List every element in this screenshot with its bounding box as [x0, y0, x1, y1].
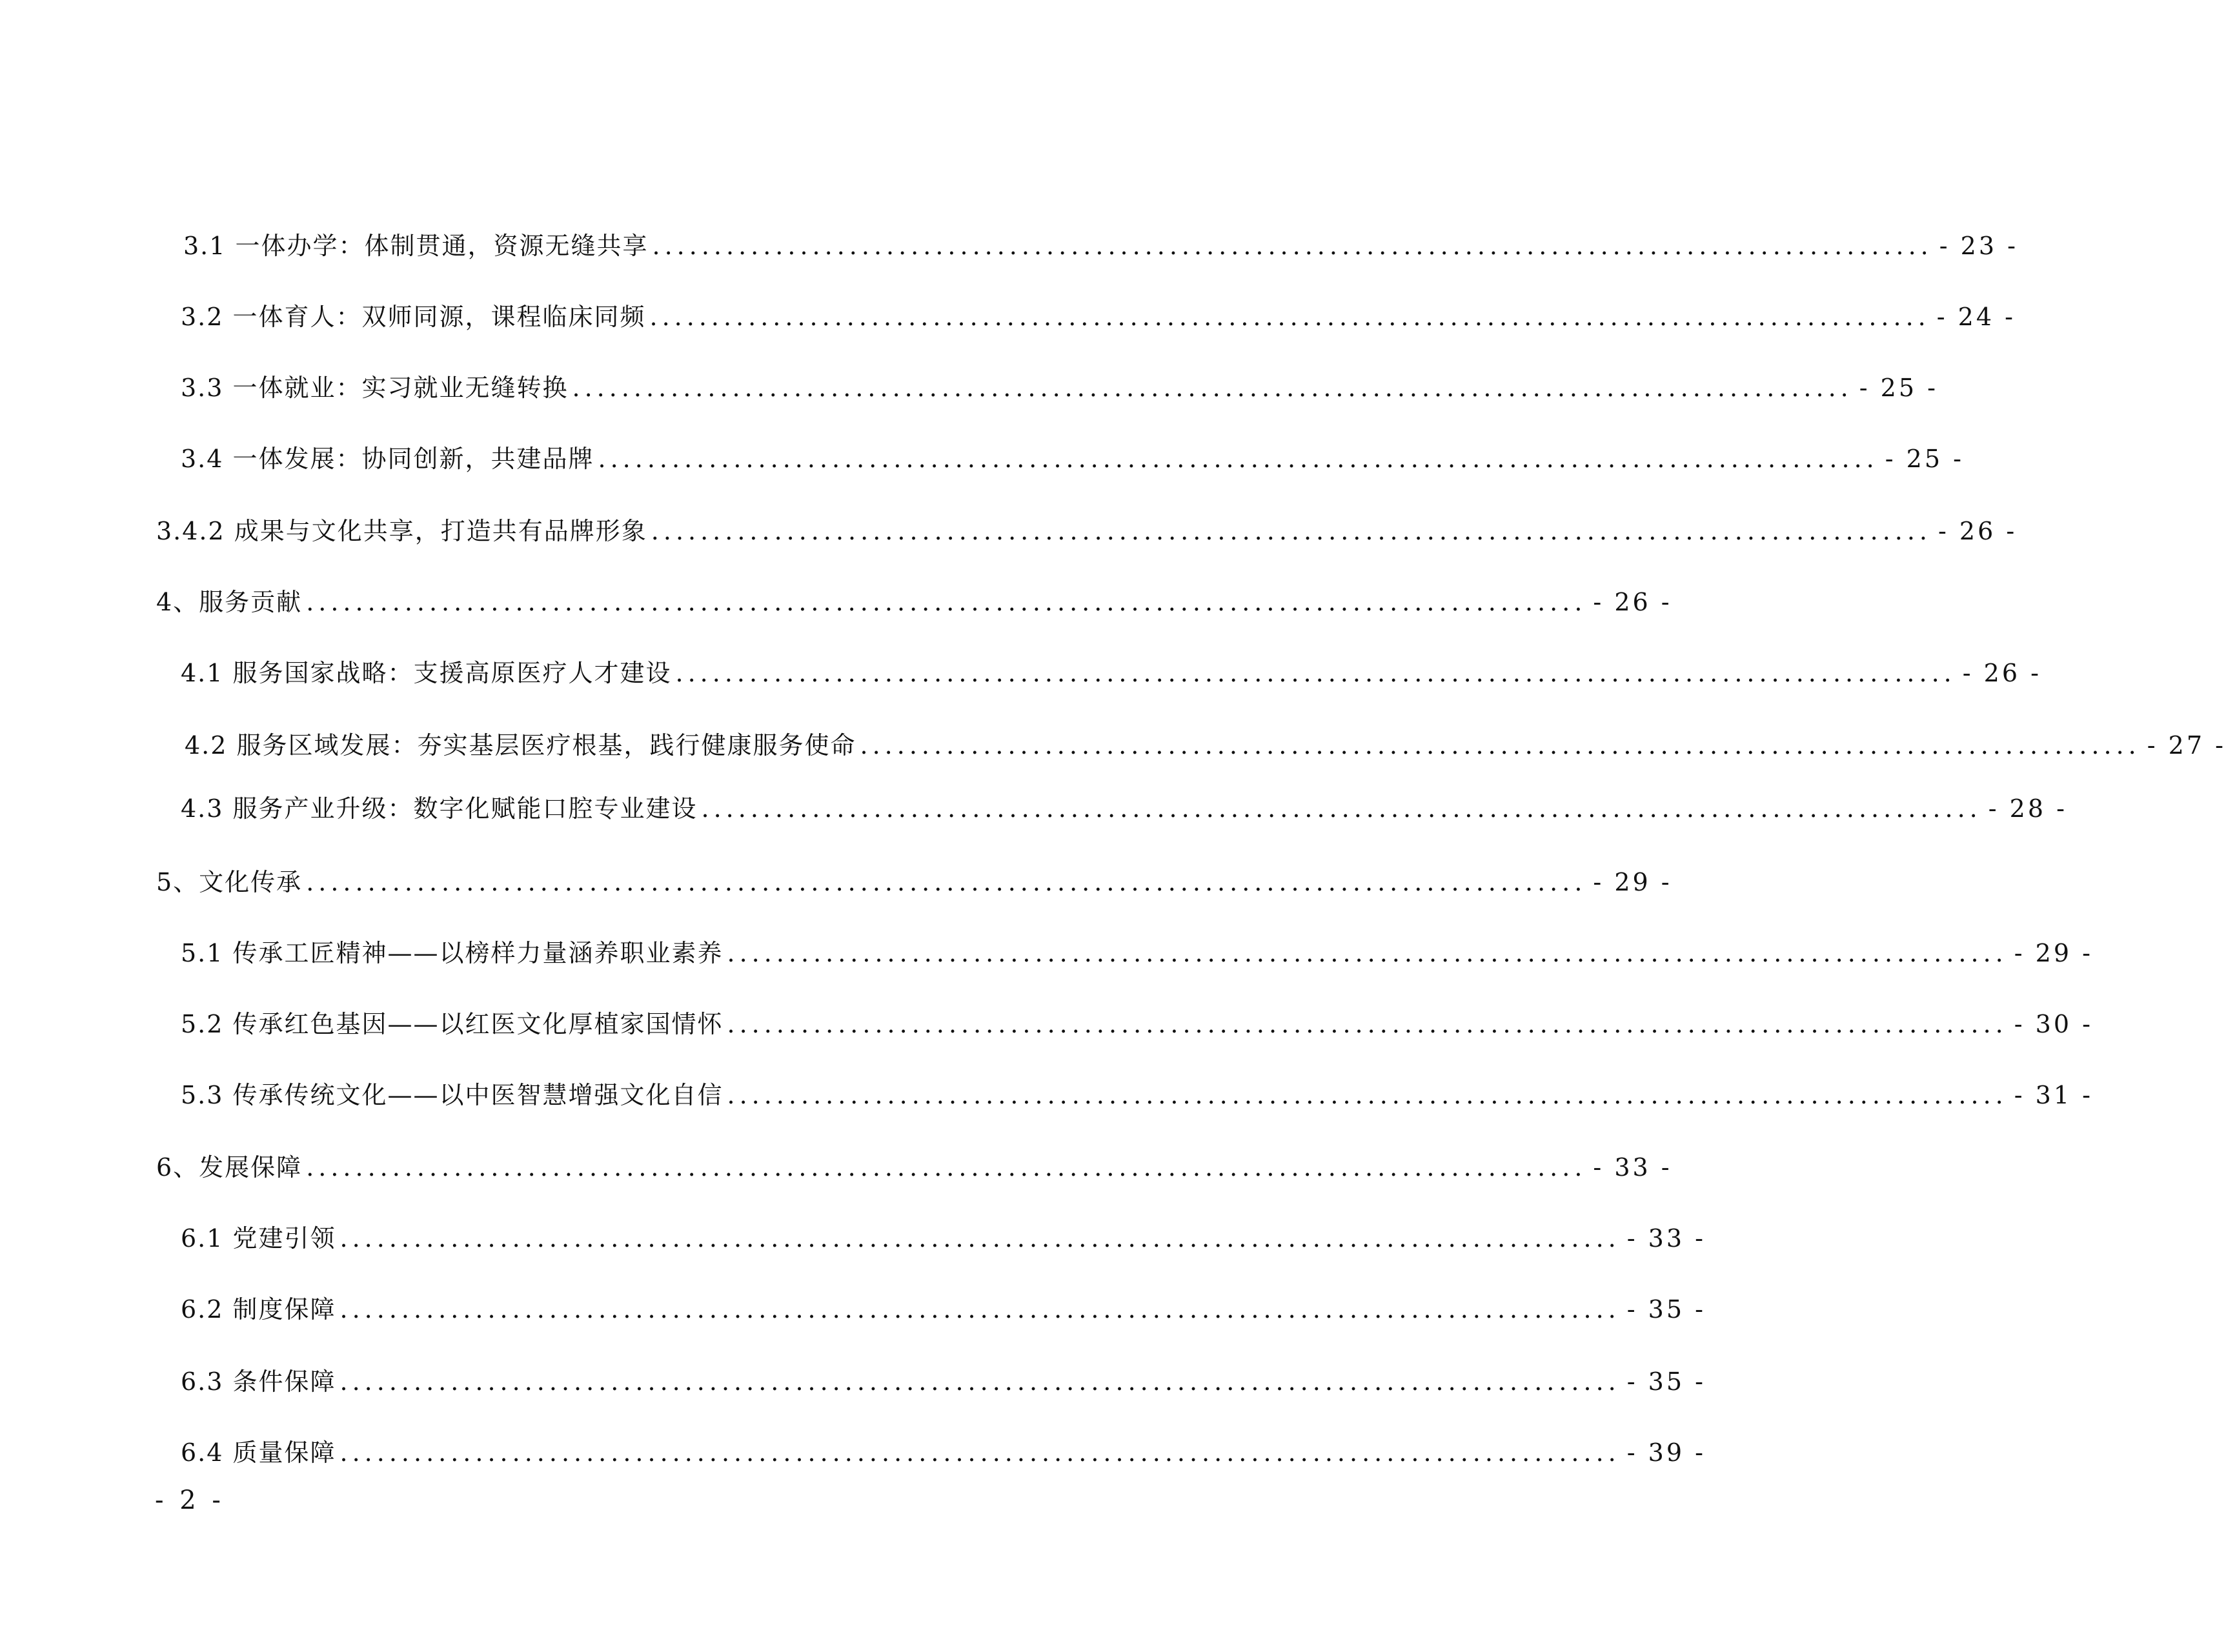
- toc-entry-page-number: - 35 -: [1626, 1367, 1706, 1396]
- toc-leader-dots: ........................................................................................................: [652, 232, 1933, 260]
- toc-leader-dots: ........................................................................................................: [306, 868, 1587, 896]
- toc-entry-label: 6、发展保障: [156, 1153, 303, 1182]
- toc-entry-label: 4、服务贡献: [156, 588, 303, 616]
- toc-entry-page-number: - 26 -: [1962, 659, 2041, 687]
- toc-entry-page-number: - 29 -: [2014, 939, 2093, 967]
- toc-entry-6-4[interactable]: [181, 1420, 1706, 1467]
- toc-entry-page-number: - 26 -: [1938, 517, 2018, 545]
- toc-entry-page-number: - 35 -: [1626, 1295, 1706, 1324]
- toc-leader-dots: ........................................................................................................: [651, 517, 1932, 545]
- toc-entry-page-number: - 23 -: [1939, 232, 2018, 260]
- toc-entry-label: 5.3 传承传统文化——以中医智慧增强文化自信: [181, 1081, 723, 1109]
- toc-entry-label: 3.4 一体发展：协同创新，共建品牌: [181, 445, 594, 473]
- toc-leader-dots: ........................................................................................................: [339, 1295, 1621, 1324]
- toc-entry-label: 3.2 一体育人：双师同源，课程临床同频: [181, 303, 646, 331]
- toc-entry-page-number: - 24 -: [1936, 303, 2016, 331]
- toc-entry-label: 4.3 服务产业升级：数字化赋能口腔专业建设: [181, 794, 698, 823]
- toc-leader-dots: ........................................................................................................: [598, 445, 1879, 473]
- toc-entry-label: 6.2 制度保障: [181, 1295, 336, 1324]
- toc-leader-dots: ........................................................................................................: [306, 1153, 1587, 1182]
- toc-leader-dots: ........................................................................................................: [727, 939, 2008, 967]
- toc-entry-page-number: - 26 -: [1593, 588, 1672, 616]
- toc-entry-label: 3.1 一体办学：体制贯通，资源无缝共享: [183, 232, 649, 260]
- toc-entry-label: 3.3 一体就业：实习就业无缝转换: [181, 374, 569, 402]
- toc-entry-3-4-2[interactable]: [156, 498, 2018, 545]
- toc-leader-dots: ........................................................................................................: [339, 1438, 1621, 1467]
- toc-leader-dots: ........................................................................................................: [727, 1081, 2008, 1109]
- toc-entry-page-number: - 27 -: [2147, 731, 2226, 760]
- toc-entry-label: 5、文化传承: [156, 868, 303, 896]
- toc-entry-label: 3.4.2 成果与文化共享，打造共有品牌形象: [156, 517, 647, 545]
- toc-leader-dots: ........................................................................................................: [701, 794, 1982, 823]
- toc-leader-dots: ........................................................................................................: [675, 659, 1956, 687]
- toc-entry-label: 4.1 服务国家战略：支援高原医疗人才建设: [181, 659, 672, 687]
- toc-entry-label: 5.1 传承工匠精神——以榜样力量涵养职业素养: [181, 939, 723, 967]
- toc-entry-5-2[interactable]: [181, 991, 2093, 1038]
- toc-entry-6-2[interactable]: [181, 1276, 1706, 1324]
- toc-entry-3-4[interactable]: [181, 426, 1964, 473]
- toc-entry-page-number: - 30 -: [2014, 1010, 2093, 1038]
- toc-entry-5-1[interactable]: [181, 920, 2093, 967]
- toc-entry-label: 4.2 服务区域发展：夯实基层医疗根基，践行健康服务使命: [185, 731, 856, 760]
- toc-entry-3-3[interactable]: [181, 355, 1938, 402]
- toc-entry-5-3[interactable]: [181, 1062, 2093, 1109]
- toc-entry-3-2[interactable]: [181, 284, 2016, 331]
- toc-entry-3-1[interactable]: [183, 213, 2018, 260]
- toc-leader-dots: ........................................................................................................: [339, 1367, 1621, 1396]
- toc-entry-page-number: - 33 -: [1626, 1224, 1706, 1253]
- toc-entry-label: 5.2 传承红色基因——以红医文化厚植家国情怀: [181, 1010, 723, 1038]
- toc-entry-label: 6.4 质量保障: [181, 1438, 336, 1467]
- toc-entry-6[interactable]: [156, 1134, 1672, 1182]
- toc-entry-4-1[interactable]: [181, 640, 2041, 687]
- toc-entry-page-number: - 31 -: [2014, 1081, 2093, 1109]
- toc-leader-dots: ........................................................................................................: [572, 374, 1853, 402]
- toc-entry-6-3[interactable]: [181, 1349, 1706, 1396]
- toc-entry-4-2[interactable]: [185, 712, 2226, 760]
- toc-leader-dots: ........................................................................................................: [727, 1010, 2008, 1038]
- toc-leader-dots: ........................................................................................................: [649, 303, 1930, 331]
- toc-entry-4[interactable]: [156, 569, 1672, 616]
- toc-leader-dots: ........................................................................................................: [860, 731, 2141, 760]
- toc-entry-label: 6.3 条件保障: [181, 1367, 336, 1396]
- toc-entry-page-number: - 25 -: [1885, 445, 1964, 473]
- toc-entry-page-number: - 28 -: [1988, 794, 2067, 823]
- page-number-footer: - 2 -: [155, 1486, 225, 1515]
- toc-entry-4-3[interactable]: [181, 776, 2067, 823]
- toc-entry-page-number: - 29 -: [1593, 868, 1672, 896]
- toc-entry-label: 6.1 党建引领: [181, 1224, 336, 1253]
- toc-entry-5[interactable]: [156, 849, 1672, 896]
- toc-entry-6-1[interactable]: [181, 1205, 1706, 1253]
- toc-entry-page-number: - 25 -: [1859, 374, 1938, 402]
- toc-entry-page-number: - 33 -: [1593, 1153, 1672, 1182]
- toc-leader-dots: ........................................................................................................: [306, 588, 1587, 616]
- toc-entry-page-number: - 39 -: [1626, 1438, 1706, 1467]
- toc-leader-dots: ........................................................................................................: [339, 1224, 1621, 1253]
